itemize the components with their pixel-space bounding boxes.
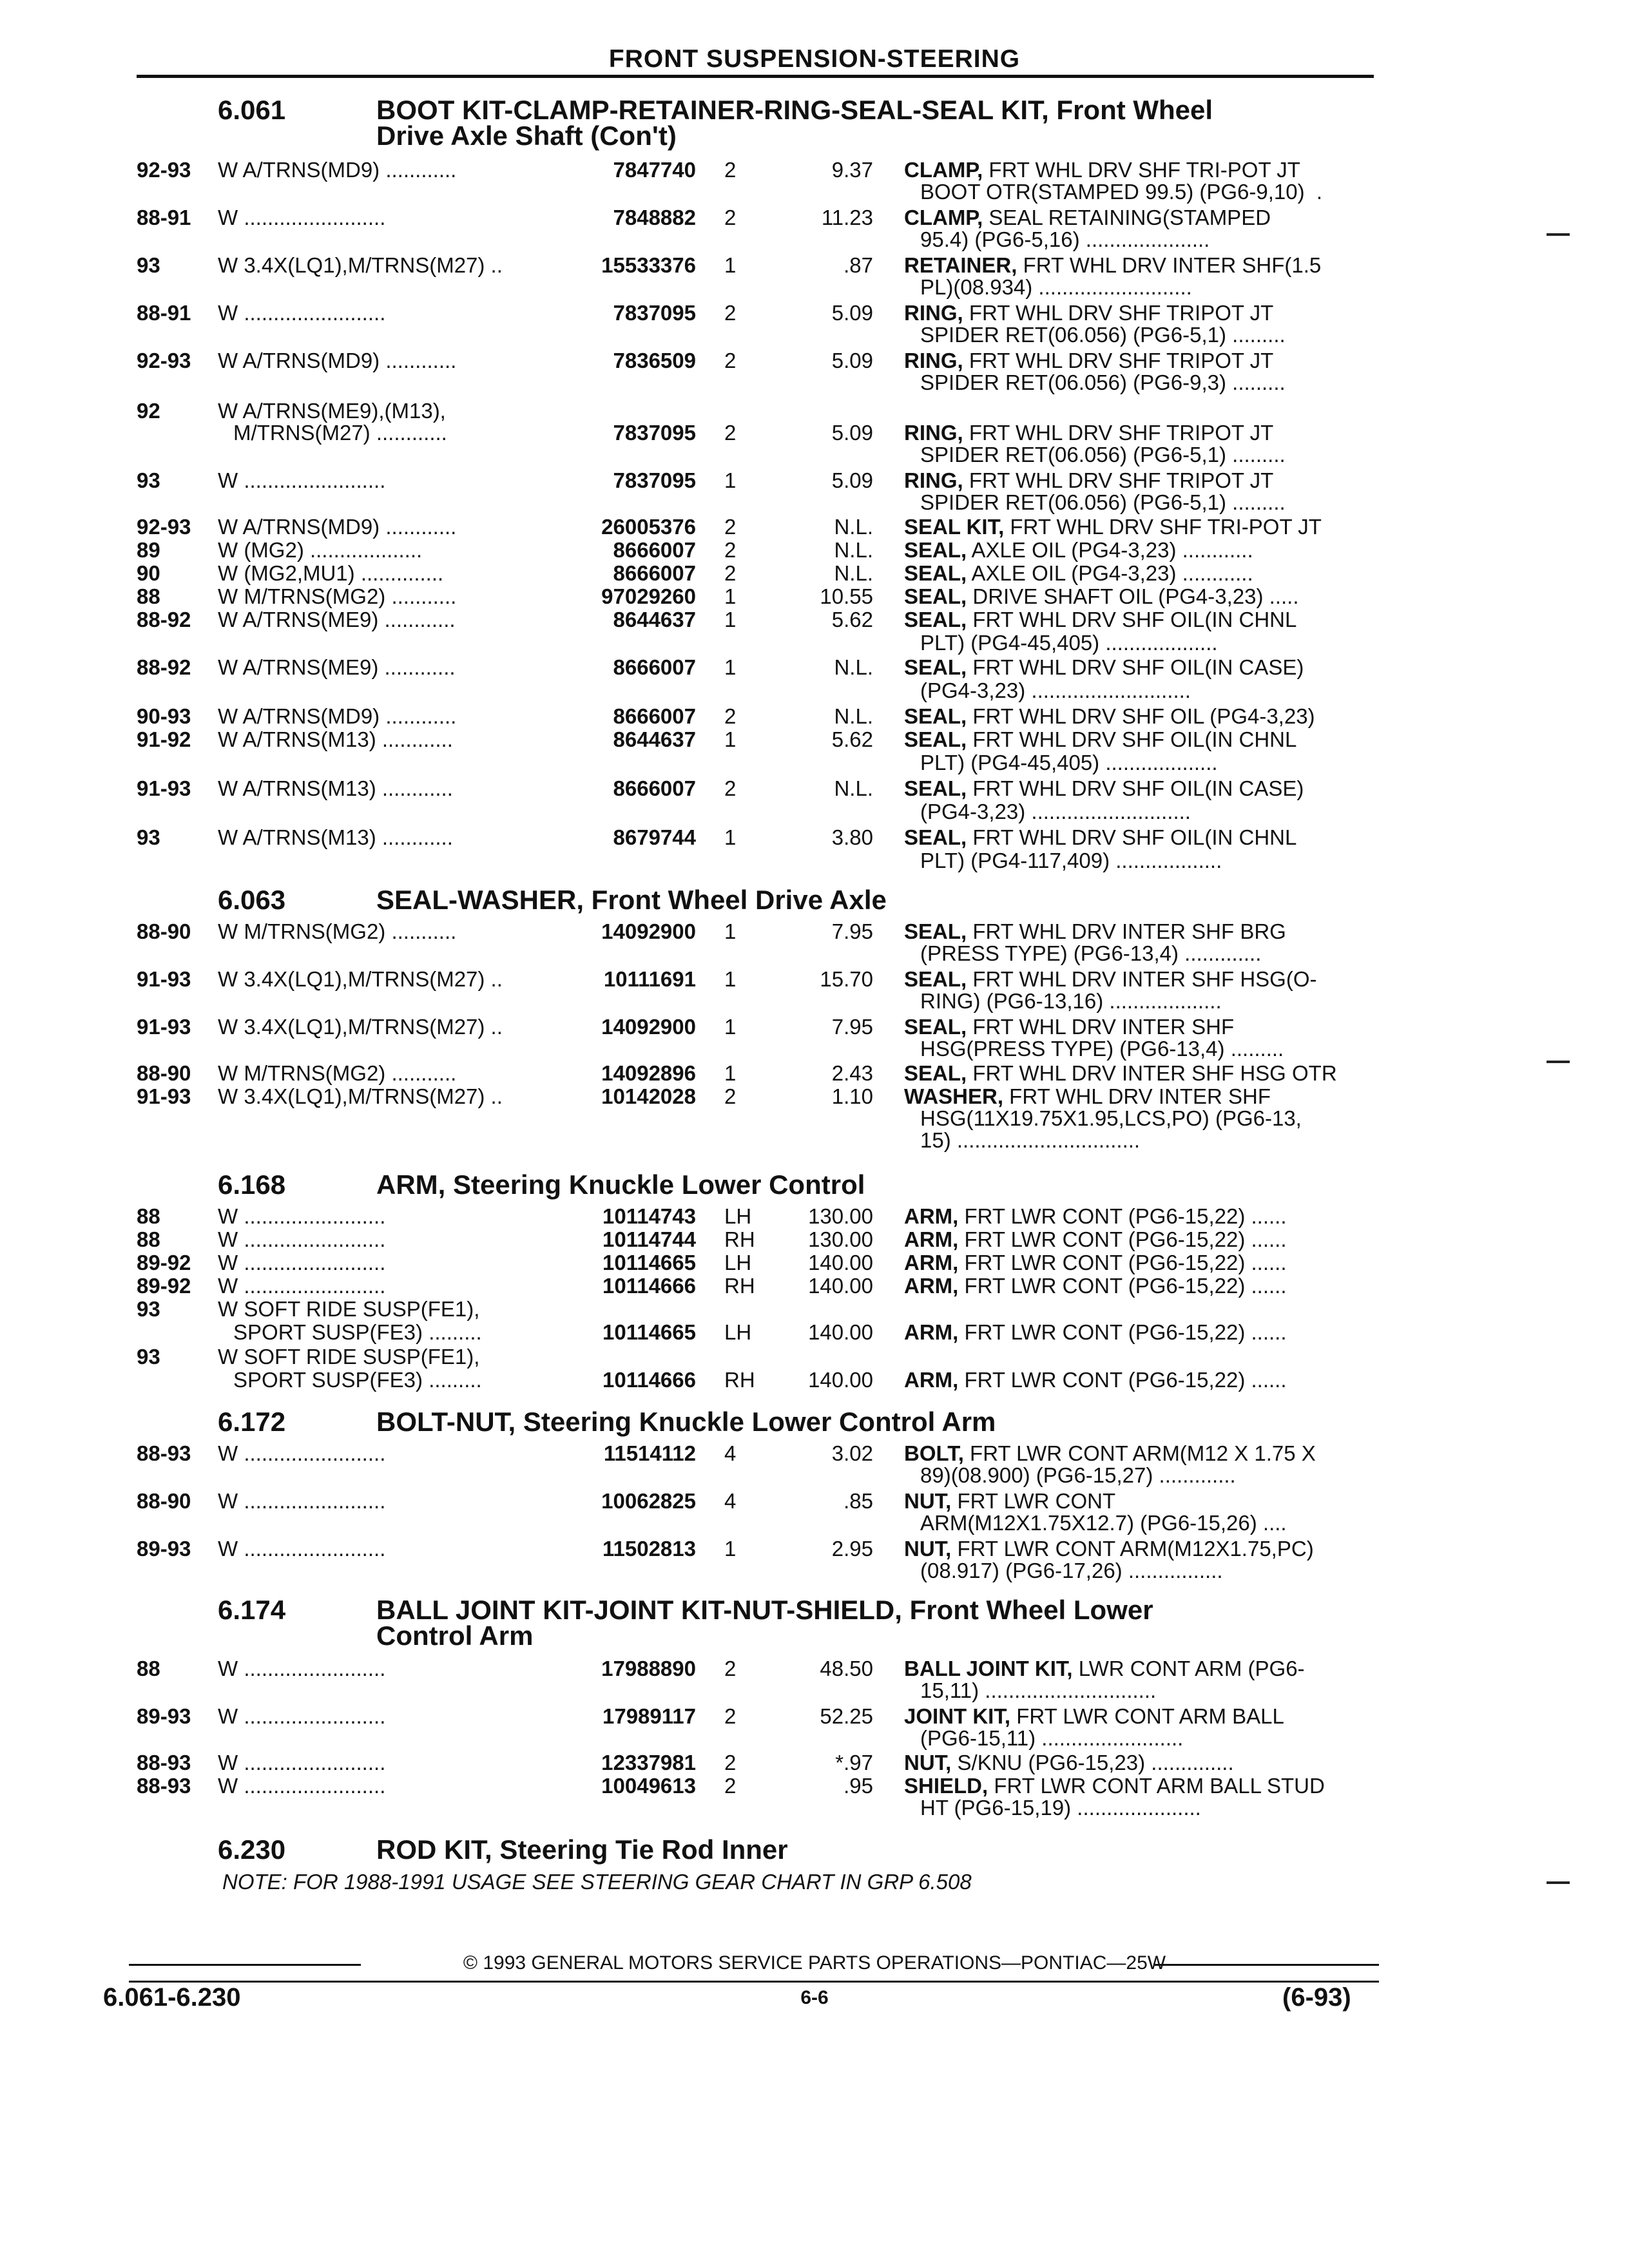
group-number: 6.061 (218, 95, 286, 125)
group-title-cont: Control Arm (376, 1620, 534, 1651)
margin-tick (1547, 1881, 1570, 1884)
footer-date: (6-93) (1282, 1983, 1351, 2012)
group-number: 6.174 (218, 1595, 286, 1625)
group-number: 6.168 (218, 1169, 286, 1200)
footer-page-number: 6-6 (800, 1987, 829, 2008)
header-rule (137, 75, 1374, 78)
group-title: ARM, Steering Knuckle Lower Control (376, 1169, 865, 1200)
group-title: ROD KIT, Steering Tie Rod Inner (376, 1834, 788, 1865)
catalog-page: FRONT SUSPENSION-STEERING 6.061 BOOT KIT-CLAMP-RETAINER-RING-SEAL-SEAL KIT, Front Wheel Drive Axle Shaft (Con't) 92-93 W A/TRNS(MD9) ............ 7847740 2 9.37 CLAMP, FRT WHL DRV SHF TRI-POT JT BOOT OTR(STAMPED 99.5) (PG6-9,10) . 88-91 W ........................ 7848882 2 11.23 CLAMP, SEAL RETAINING(STAMPED 95.4) (PG6-5,16) ..................... 93 W 3.4X(LQ1),M/TRNS(M27) .. 15533376 1 .87 RETAINER, FRT WHL DRV INTER SHF(1.5 PL)(08.934) .......................... 88-91 W ........................ 7837095 2 5.09 RING, FRT WHL DRV SHF TRIPOT JT SPIDER RET(06.056) (PG6-5,1) ......... 92-93 W A/TRNS(MD9) ............ 7836509 2 5.09 RING, FRT WHL DRV SHF TRIPOT JT SPIDER RET(06.056) (PG6-9,3) ......... 92 W A/TRNS(ME9),(M13), M/TRNS(M27) ............ 7837095 2 5.09 RING, FRT WHL DRV SHF TRIPOT JT SPIDER RET(06.056) (PG6-5,1) ......... 93 W ........................ 7837095 1 5.09 RING, FRT WHL DRV SHF TRIPOT JT SPIDER RET(06.056) (PG6-5,1) ......... 92-93 W A/TRNS(MD9) ............ 26005376 2 N.L. SEAL KIT, FRT WHL DRV SHF TRI-POT JT 89 W (MG2) ................... 8666007 2 N.L. SEAL, AXLE OIL (PG4-3,23) ............ 90 W (MG2,MU1) .............. 8666007 2 N.L. SEAL, AXLE OIL (PG4-3,23) ............ 88 W M/TRNS(MG2) ........... 97029260 1 10.55 SEAL, DRIVE SHAFT OIL (PG4-3,23) ..... 88-92 W A/TRNS(ME9) ............ 8644637 1 5.62 SEAL, FRT WHL DRV SHF OIL(IN CHNL PLT) (PG4-45,405) ................... 88-92 W A/TRNS(ME9) ............ 8666007 1 N.L. SEAL, FRT WHL DRV SHF OIL(IN CASE) (PG4-3,23) ........................... 90-93 W A/TRNS(MD9) ............ 8666007 2 N.L. SEAL, FRT WHL DRV SHF OIL (PG4-3,23) 91-92 W A/TRNS(M13) ............ 8644637 1 5.62 SEAL, FRT WHL DRV SHF OIL(IN CHNL PLT) (PG4-45,405) ................... 91-93 W A/TRNS(M13) ............ 8666007 2 N.L. SEAL, FRT WHL DRV SHF OIL(IN CASE) (PG4-3,23) ........................... 93 W A/TRNS(M13) ............ 8679744 1 3.80 SEAL, FRT WHL DRV SHF OIL(IN CHNL PLT) (PG4-117,409) .................. 6.063 SEAL-WASHER, Front Wheel Drive Axle 88-90 W M/TRNS(MG2) ........... 14092900 1 7.95 SEAL, FRT WHL DRV INTER SHF BRG (PRESS TYPE) (PG6-13,4) ............. 91-93 W 3.4X(LQ1),M/TRNS(M27) .. 10111691 1 15.70 SEAL, FRT WHL DRV INTER SHF HSG(O- RING) (PG6-13,16) ................... 91-93 W 3.4X(LQ1),M/TRNS(M27) .. 14092900 1 7.95 SEAL, FRT WHL DRV INTER SHF HSG(PRESS TYPE) (PG6-13,4) ......... 88-90 W M/TRNS(MG2) ........... 14092896 1 2.43 SEAL, FRT WHL DRV INTER SHF HSG OTR 91-93 W 3.4X(LQ1),M/TRNS(M27) .. 10142028 2 1.10 WASHER, FRT WHL DRV INTER SHF HSG(11X19.75X1.95,LCS,PO) (PG6-13, 15) ............................... 6.168 ARM, Steering Knuckle Lower Control 88 W ........................ 10114743 LH 130.00 ARM, FRT LWR CONT (PG6-15,22) ...... 88 W ........................ 10114744 RH 130.00 ARM, FRT LWR CONT (PG6-15,22) ...... 89-92 W ........................ 10114665 LH 140.00 ARM, FRT LWR CONT (PG6-15,22) ...... 89-92 W ........................ 10114666 RH 140.00 ARM, FRT LWR CONT (PG6-15,22) ...... 93 W SOFT RIDE SUSP(FE1), SPORT SUSP(FE3) ......... 10114665 LH 140.00 ARM, FRT LWR CONT (PG6-15,22) ...... 93 W SOFT RIDE SUSP(FE1), SPORT SUSP(FE3) ......... 10114666 RH 140.00 ARM, FRT LWR CONT (PG6-15,22) ...... 6.172 BOLT-NUT, Steering Knuckle Lower Control Arm 88-93 W ........................ 11514112 4 3.02 BOLT, FRT LWR CONT ARM(M12 X 1.75 X 89)(08.900) (PG6-15,27) ............. 88-90 W ........................ 10062825 4 .85 NUT, FRT LWR CONT ARM(M12X1.75X12.7) (PG6-15,26) .... 89-93 W ........................ 11502813 1 2.95 NUT, FRT LWR CONT ARM(M12X1.75,PC) (08.917) (PG6-17,26) ................ 6.174 BALL JOINT KIT-JOINT KIT-NUT-SHIELD, Front Wheel Lower Control Arm 88 W ........................ 17988890 2 48.50 BALL JOINT KIT, LWR CONT ARM (PG6- 15,11) ............................. 89-93 W ........................ 17989117 2 52.25 JOINT KIT, FRT LWR CONT ARM BALL (PG6-15,11) ........................ 88-93 W ........................ 12337981 2 *.97 NUT, S/KNU (PG6-15,23) .............. 88-93 W ........................ 10049613 2 .95 SHIELD, FRT LWR CONT ARM BALL STUD HT (PG6-15,19) ..................... 6.230 ROD KIT, Steering Tie Rod Inner NOTE: FOR 1988-1991 USAGE SEE STEERING GEAR CHART IN GRP 6.508 © 1993 GENERAL MOTORS SERVICE PARTS OPERATIONS—PONTIAC—25W 6.061-6.230 6-6 (6-93) (0, 0, 1629, 2268)
group-title: BALL JOINT KIT-JOINT KIT-NUT-SHIELD, Front Wheel Lower (376, 1595, 1153, 1625)
usage-note: NOTE: FOR 1988-1991 USAGE SEE STEERING GEAR CHART IN GRP 6.508 (222, 1870, 972, 1894)
group-title-cont: Drive Axle Shaft (Con't) (376, 120, 677, 151)
group-title: SEAL-WASHER, Front Wheel Drive Axle (376, 885, 887, 915)
group-title: BOLT-NUT, Steering Knuckle Lower Control Arm (376, 1407, 996, 1437)
margin-tick (1547, 1061, 1570, 1063)
footer-group-range: 6.061-6.230 (103, 1983, 241, 2012)
margin-tick (1547, 233, 1570, 236)
footer-rule (129, 1981, 1379, 1983)
page-header: FRONT SUSPENSION-STEERING (608, 45, 1021, 73)
copyright-line: © 1993 GENERAL MOTORS SERVICE PARTS OPERATIONS—PONTIAC—25W (463, 1952, 1166, 1974)
group-title: BOOT KIT-CLAMP-RETAINER-RING-SEAL-SEAL KIT, Front Wheel (376, 95, 1213, 125)
group-number: 6.172 (218, 1407, 286, 1437)
group-number: 6.063 (218, 885, 286, 915)
group-number: 6.230 (218, 1834, 286, 1865)
